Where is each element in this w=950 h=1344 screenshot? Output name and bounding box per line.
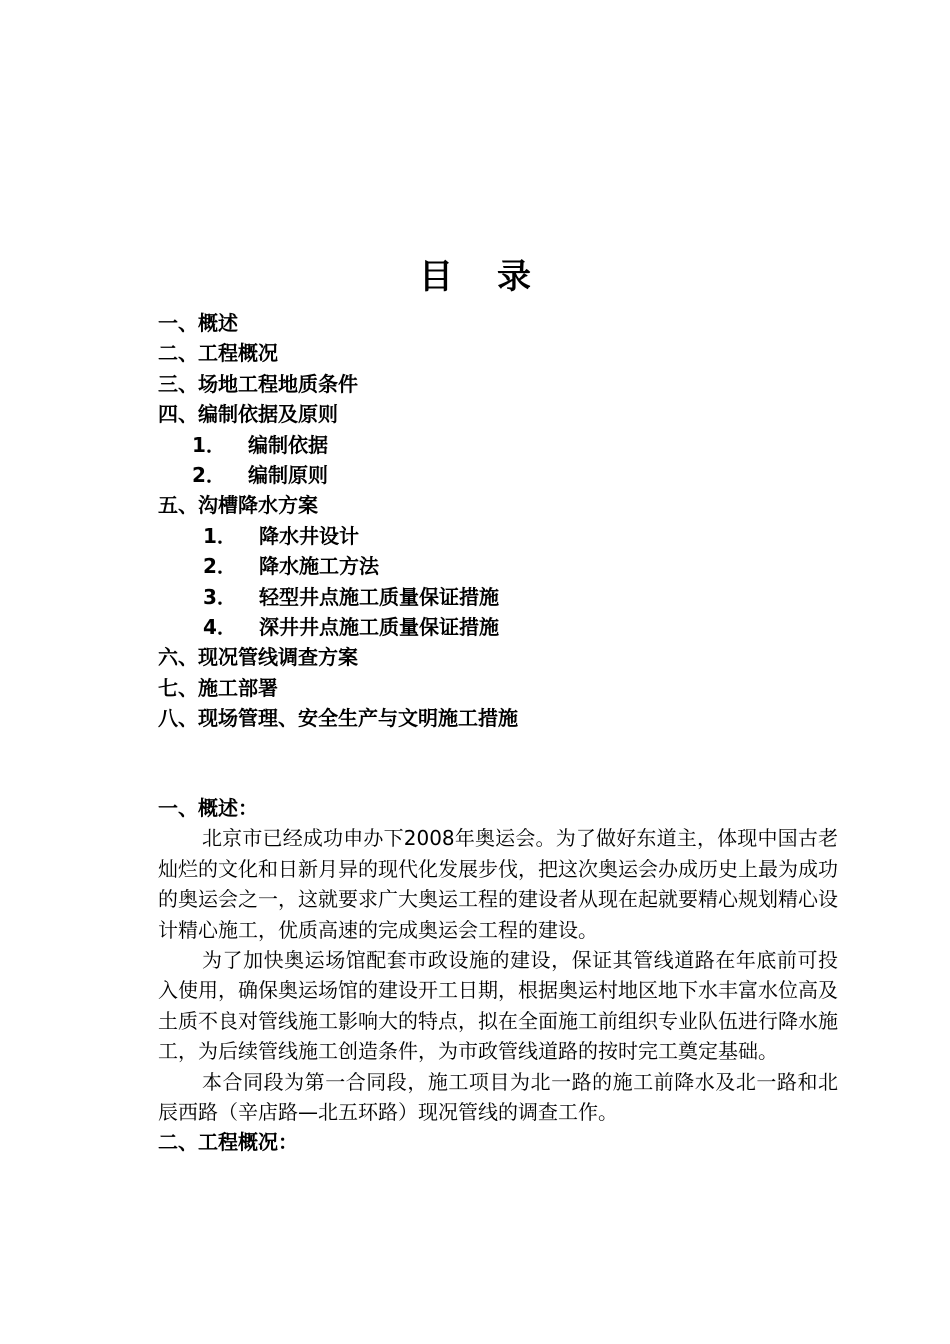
body-text <box>158 793 838 1158</box>
toc-subitem-number: 1． <box>192 432 226 457</box>
toc-subitem <box>158 551 858 581</box>
toc-subitem <box>158 612 858 642</box>
toc-subitem-label: 降水施工方法 <box>259 554 379 579</box>
toc-subitem-label: 深井井点施工质量保证措施 <box>259 614 499 639</box>
paragraph: 本合同段为第一合同段，施工项目为北一路的施工前降水及北一路和北辰西路（辛店路—北五环路）现况管线的调查工作。 <box>158 1069 838 1125</box>
toc-subitem-number: 1． <box>203 523 237 548</box>
toc-title <box>0 254 950 300</box>
toc-subitem-label: 编制原则 <box>248 462 328 487</box>
toc-item: 六、现况管线调查方案 <box>158 645 358 670</box>
toc-item: 八、现场管理、安全生产与文明施工措施 <box>158 706 518 731</box>
toc-subitem-label: 轻型井点施工质量保证措施 <box>259 584 499 609</box>
section-heading: 二、工程概况： <box>158 1130 298 1155</box>
toc-title-part1: 目 <box>419 257 453 297</box>
paragraph: 北京市已经成功申办下2008年奥运会。为了做好东道主，体现中国古老灿烂的文化和日新月异的现代化发展步伐，把这次奥运会办成历史上最为成功的奥运会之一，这就要求广大奥运工程的建设者从现在起就要精心规划精心设计精心施工，优质高速的完成奥运会工程的建设。 <box>158 826 838 942</box>
toc-subitem-number: 2． <box>192 462 226 487</box>
toc-item: 四、编制依据及原则 <box>158 402 338 427</box>
toc-subitem-label: 编制依据 <box>248 432 328 457</box>
paragraph: 为了加快奥运场馆配套市政设施的建设，保证其管线道路在年底前可投入使用，确保奥运场馆的建设开工日期，根据奥运村地区地下水丰富水位高及土质不良对管线施工影响大的特点，拟在全面施工前组织专业队伍进行降水施工，为后续管线施工创造条件，为市政管线道路的按时完工奠定基础。 <box>158 948 838 1064</box>
toc-title-part2: 录 <box>497 257 531 297</box>
toc-subitem-number: 3． <box>203 584 237 609</box>
toc-subitem <box>158 460 858 490</box>
table-of-contents <box>158 308 858 733</box>
toc-item: 一、概述 <box>158 311 238 335</box>
toc-subitem <box>158 582 858 612</box>
toc-subitem-number: 4． <box>203 614 237 639</box>
toc-item: 五、沟槽降水方案 <box>158 493 318 518</box>
toc-subitem <box>158 521 858 551</box>
toc-subitem-label: 降水井设计 <box>259 523 359 548</box>
toc-item: 七、施工部署 <box>158 675 278 700</box>
toc-item: 三、场地工程地质条件 <box>158 371 358 396</box>
toc-item: 二、工程概况 <box>158 341 278 366</box>
toc-subitem-number: 2． <box>203 554 237 579</box>
section-heading: 一、概述： <box>158 796 258 820</box>
toc-subitem <box>158 430 858 460</box>
